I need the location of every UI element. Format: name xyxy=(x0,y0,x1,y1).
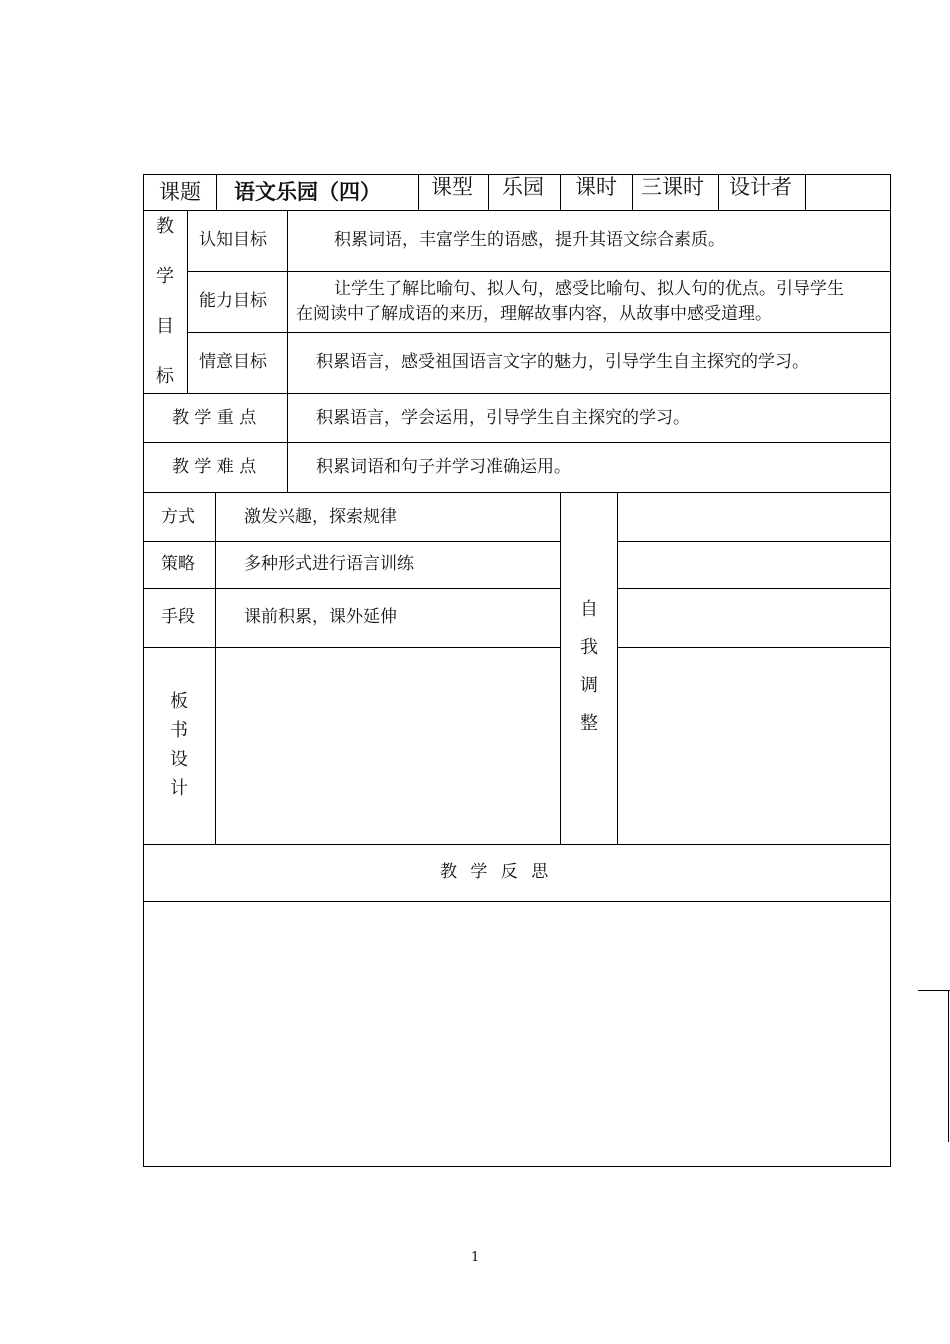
means-label: 手段 xyxy=(161,607,195,627)
emotion-goal-text: 积累语言，感受祖国语言文字的魅力，引导学生自主探究的学习。 xyxy=(316,352,809,372)
table-left-border xyxy=(143,174,144,1167)
goals-label-char: 标 xyxy=(156,366,174,387)
topic-value: 语文乐园（四） xyxy=(234,180,381,204)
cognitive-goal-text: 积累词语，丰富学生的语感，提升其语文综合素质。 xyxy=(334,230,725,250)
table-row-divider xyxy=(143,492,891,493)
methods-col-divider xyxy=(617,492,618,844)
strategy-text: 多种形式进行语言训练 xyxy=(244,554,414,574)
goals-vertical-label xyxy=(147,218,183,418)
page-number: 1 xyxy=(471,1250,480,1265)
ability-goal-text-line1: 让学生了解比喻句、拟人句，感受比喻句、拟人句的优点。引导学生 xyxy=(334,279,844,299)
table-row-divider xyxy=(143,393,891,394)
header-col-divider xyxy=(805,174,806,210)
table-row-divider xyxy=(617,588,891,589)
header-col-divider xyxy=(718,174,719,210)
board-design-label-char: 书 xyxy=(170,720,188,741)
header-col-divider xyxy=(418,174,419,210)
table-row-divider xyxy=(143,588,560,589)
header-col-divider xyxy=(560,174,561,210)
hours-label: 课时 xyxy=(575,175,617,199)
type-value: 乐园 xyxy=(502,175,544,199)
means-text: 课前积累，课外延伸 xyxy=(244,607,397,627)
goals-label-char: 目 xyxy=(156,316,174,337)
table-row-divider xyxy=(143,901,891,902)
board-design-label-char: 设 xyxy=(170,749,188,770)
difficulty-label: 教 学 难 点 xyxy=(172,457,257,477)
self-adjust-label-char: 自 xyxy=(580,599,598,620)
table-row-divider xyxy=(617,647,891,648)
page-edge-mark xyxy=(918,990,950,991)
table-row-divider xyxy=(617,541,891,542)
self-adjust-label-char: 调 xyxy=(580,675,598,696)
table-right-border xyxy=(890,174,891,1167)
table-row-divider xyxy=(143,210,891,211)
table-row-divider xyxy=(143,442,891,443)
ability-goal-label: 能力目标 xyxy=(199,291,267,311)
goals-col-divider xyxy=(187,210,188,393)
board-design-vertical-label xyxy=(161,693,197,809)
designer-label: 设计者 xyxy=(729,175,792,199)
hours-value: 三课时 xyxy=(641,175,704,199)
emotion-goal-label: 情意目标 xyxy=(199,352,267,372)
reflection-label: 教 学 反 思 xyxy=(440,862,553,882)
type-label: 课型 xyxy=(431,175,473,199)
header-col-divider xyxy=(632,174,633,210)
strategy-label: 策略 xyxy=(161,554,195,574)
table-bottom-border xyxy=(143,1166,891,1167)
table-row-divider xyxy=(187,271,891,272)
method-label: 方式 xyxy=(161,507,195,527)
goals-label-char: 教 xyxy=(156,216,174,237)
methods-col-divider xyxy=(215,492,216,844)
goals-col-divider xyxy=(287,210,288,492)
difficulty-text: 积累词语和句子并学习准确运用。 xyxy=(316,457,571,477)
table-row-divider xyxy=(143,647,560,648)
methods-col-divider xyxy=(560,492,561,844)
self-adjust-label-char: 我 xyxy=(580,637,598,658)
page-edge-mark xyxy=(948,990,949,1142)
ability-goal-text-line2: 在阅读中了解成语的来历，理解故事内容，从故事中感受道理。 xyxy=(296,304,772,324)
table-row-divider xyxy=(143,844,891,845)
topic-label: 课题 xyxy=(159,180,201,204)
board-design-label-char: 计 xyxy=(170,778,188,799)
header-col-divider xyxy=(216,174,217,210)
key-point-text: 积累语言，学会运用，引导学生自主探究的学习。 xyxy=(316,408,690,428)
header-col-divider xyxy=(488,174,489,210)
self-adjust-label-char: 整 xyxy=(580,713,598,734)
table-row-divider xyxy=(187,332,891,333)
cognitive-goal-label: 认知目标 xyxy=(199,230,267,250)
table-row-divider xyxy=(143,541,560,542)
method-text: 激发兴趣，探索规律 xyxy=(244,507,397,527)
key-point-label: 教 学 重 点 xyxy=(172,408,257,428)
self-adjust-vertical-label xyxy=(570,601,608,753)
board-design-label-char: 板 xyxy=(170,691,188,712)
goals-label-char: 学 xyxy=(156,266,174,287)
